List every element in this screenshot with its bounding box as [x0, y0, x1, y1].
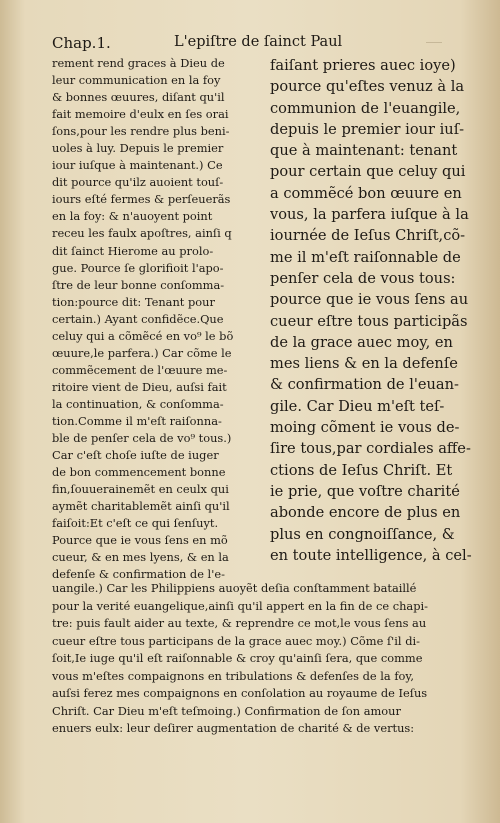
text-line: commẽcement de l'œuure me- — [52, 362, 228, 377]
text-line: en la foy: & n'auoyent point — [52, 209, 213, 224]
text-line: fait memoire d'eulx en ſes orai — [52, 107, 229, 122]
text-line: gile. Car Dieu m'eſt teſ- — [270, 397, 445, 415]
page-header — [52, 34, 472, 54]
text-line: certain.) Ayant confidẽce.Que — [52, 311, 224, 326]
text-line: & confirmation de l'euan- — [270, 376, 459, 394]
text-line: Chriſt. Car Dieu m'eſt teſmoing.) Confirmation de ſon amour — [52, 703, 401, 718]
text-line: & bonnes œuures, diſant qu'il — [52, 90, 225, 105]
text-line: celuy qui a cõmẽcé en vo⁹ le bõ — [52, 328, 234, 343]
text-line: œuure,le parfera.) Car cõme le — [52, 345, 232, 360]
text-line: ritoire vient de Dieu, auſsi fait — [52, 379, 227, 394]
text-line: faiſant prieres auec ioye) — [270, 57, 456, 74]
text-line: rement rend graces à Dieu de — [52, 56, 225, 70]
text-line: leur communication en la foy — [52, 73, 221, 88]
text-line: en toute intelligence, à cel- — [270, 546, 472, 564]
text-line: de bon commencement bonne — [52, 465, 226, 480]
commentary-continuation — [52, 580, 472, 738]
text-line: la continuation, & conſomma- — [52, 396, 224, 411]
text-line: communion de l'euangile, — [270, 99, 461, 117]
text-line: pour la verité euangelique,ainſi qu'il appert en la fin de ce chapi- — [52, 598, 428, 613]
text-line: tion:pource dit: Tenant pour — [52, 294, 215, 309]
text-line: a commẽcé bon œuure en — [270, 184, 462, 202]
text-line: abonde encore de plus en — [270, 504, 461, 522]
text-line: vous m'eſtes compaignons en tribulations & defenſes de la foy, — [52, 668, 414, 683]
text-line: uangile.) Car les Philippiens auoyẽt deſia conſtamment bataillé — [52, 581, 417, 595]
text-line: gue. Pource ſe glorifioit l'apo- — [52, 260, 224, 275]
text-line: ſtre de leur bonne conſomma- — [52, 277, 225, 292]
text-line: penſer cela de vous tous: — [270, 269, 456, 287]
text-line: receu les faulx apoſtres, ainſi q — [52, 226, 232, 241]
text-line: mes liens & en la defenſe — [270, 355, 458, 373]
text-line: tion.Comme il m'eſt raiſonna- — [52, 413, 222, 428]
text-line: auſsi ferez mes compaignons en conſolation au royaume de Ieſus — [52, 686, 428, 700]
text-line: de la grace auec moy, en — [270, 333, 453, 351]
text-line: Car c'eſt choſe iuſte de iuger — [52, 448, 219, 463]
text-line: iournée de Ieſus Chriſt,cõ- — [270, 227, 466, 245]
running-title: L'epiſtre de ſainct Paul — [174, 34, 343, 50]
text-line: aymẽt charitablemẽt ainſi qu'il — [52, 499, 230, 514]
text-line: uoles à luy. Depuis le premier — [52, 141, 224, 156]
page-fold-mark — [426, 34, 442, 43]
text-line: fin,ſouuerainemẽt en ceulx qui — [52, 482, 229, 497]
text-line: enuers eulx: leur deſirer augmentation de charité & de vertus: — [52, 721, 415, 735]
text-line: depuis le premier iour iuſ- — [270, 120, 465, 138]
text-line: dit pource qu'ilz auoient touſ- — [52, 175, 224, 190]
text-line: ſoit,Ie iuge qu'il eſt raiſonnable & croy qu'ainſi ſera, que comme — [52, 651, 423, 665]
text-line: ctions de Ieſus Chriſt. Et — [270, 461, 453, 479]
text-line: que à maintenant: tenant — [270, 142, 458, 160]
text-line: cueur eſtre tous participãs — [270, 312, 468, 330]
chapter-label: Chap.1. — [52, 34, 111, 52]
text-line: pource qu'eſtes venuz à la — [270, 78, 465, 96]
text-line: pource que ie vous ſens au — [270, 291, 469, 309]
text-line: ſons,pour les rendre plus beni- — [52, 124, 230, 139]
text-line: ſire tous,par cordiales affe- — [270, 440, 471, 458]
text-line: iours eſté fermes & perſeuerãs — [52, 192, 231, 207]
text-line: moing cõment ie vous de- — [270, 419, 460, 437]
scripture-column — [270, 55, 478, 566]
text-line: iour iuſque à maintenant.) Ce — [52, 158, 223, 173]
text-line: defenſe & confirmation de l'e- — [52, 567, 225, 582]
text-line: plus en congnoiſſance, & — [270, 525, 455, 543]
commentary-column — [52, 55, 265, 583]
text-line: faiſoit:Et c'eſt ce qui ſenſuyt. — [52, 516, 219, 531]
text-line: cueur eſtre tous participans de la grace auec moy.) Cõme ſ'il di- — [52, 633, 420, 648]
text-line: vous, la parfera iuſque à la — [270, 206, 469, 224]
text-line: Pource que ie vous ſens en mõ — [52, 533, 228, 548]
text-line: ie prie, que voſtre charité — [270, 482, 460, 500]
text-line: me il m'eſt raiſonnable de — [270, 248, 461, 266]
text-line: ble de penſer cela de vo⁹ tous.) — [52, 431, 232, 446]
text-line: tre: puis fault aider au texte, & reprendre ce mot,le vous ſens au — [52, 616, 427, 630]
text-line: dit ſainct Hierome au prolo- — [52, 243, 214, 258]
text-line: pour certain que celuy qui — [270, 163, 466, 181]
text-line: cueur, & en mes lyens, & en la — [52, 550, 229, 565]
